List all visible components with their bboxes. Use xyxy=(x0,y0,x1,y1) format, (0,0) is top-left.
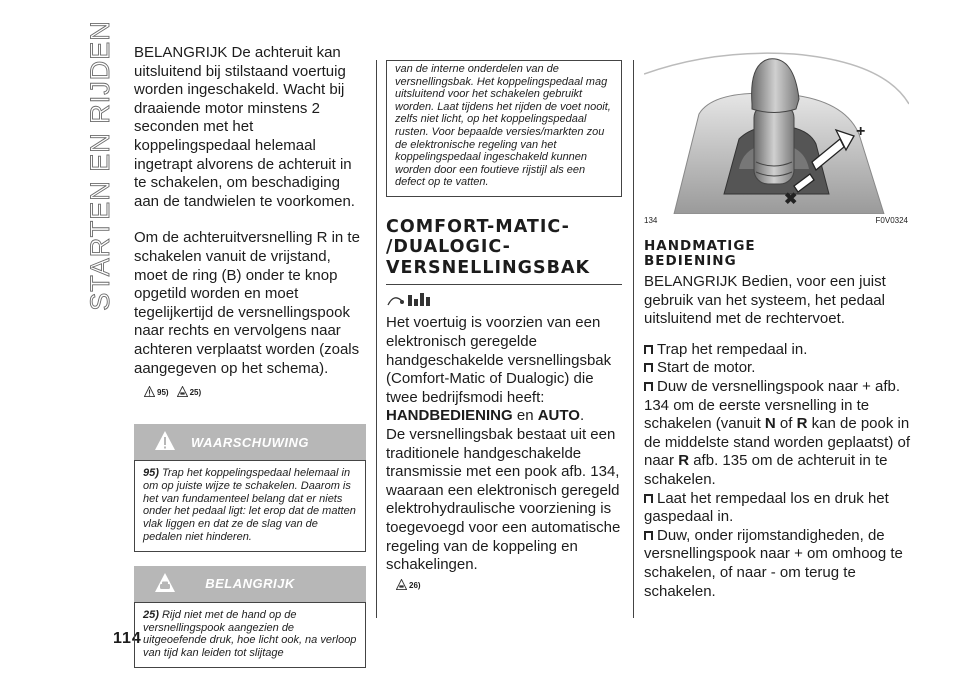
bullet-icon xyxy=(644,345,653,354)
important-box-continued: van de interne onderdelen van de versnellingsbak. Het koppelingspedaal mag uitsluitend voor het schakelen gebruikt worden. Laat tijdens het rijden de voet nooit, zelfs niet licht, op het koppelingspedaal rusten. Voor bepaalde versies/markten zou de elektronische regeling van het koppelingspedaal ingeschakeld kunnen worden door een foutieve rijstijl als een defect op te vatten. xyxy=(386,60,622,197)
figure-code: F0V0324 xyxy=(875,216,908,225)
section-title: STARTEN EN RIJDEN xyxy=(84,19,115,311)
bullet-icon xyxy=(644,382,653,391)
car-triangle-icon xyxy=(177,386,188,397)
figure-number: 134 xyxy=(644,216,658,225)
section-heading: COMFORT-MATIC- /DUALOGIC- VERSNELLINGSBAK xyxy=(386,216,591,278)
svg-text:+: + xyxy=(856,123,866,140)
column-1 xyxy=(134,44,366,668)
list-item: Trap het rempedaal in. xyxy=(644,341,914,360)
warning-box xyxy=(134,424,366,552)
important-ref: 25) xyxy=(177,386,202,397)
warning-ref: 95) xyxy=(144,386,169,397)
column-2 xyxy=(386,60,622,590)
warning-title: WAARSCHUWING xyxy=(191,434,309,450)
reference-icons xyxy=(144,386,366,397)
page-number: 114 xyxy=(113,630,142,647)
column-divider xyxy=(376,60,377,618)
svg-text:✖: ✖ xyxy=(784,191,798,208)
column-3 xyxy=(644,44,914,601)
paragraph-reverse-engage: Om de achteruitversnelling R in te schakelen vanuit de vrijstand, moet de ring (B) onder te knop opgetild worden en moet tegelijkertijd de versnellingspook naar rechts en vervolgens naar achteren verplaatst worden (zoals aangegeven op het schema). xyxy=(134,229,360,377)
paragraph-manual-intro: BELANGRIJK Bedien, voor een juist gebruik van het systeem, het pedaal uitsluitend met de rechtervoet. xyxy=(644,273,886,328)
car-triangle-icon xyxy=(396,579,407,590)
reference-icons xyxy=(396,579,622,590)
bullet-icon xyxy=(644,494,653,503)
list-item: Start de motor. xyxy=(644,359,914,378)
car-triangle-icon xyxy=(154,572,176,594)
figure-caption xyxy=(644,216,914,225)
paragraph-intro: Het voertuig is voorzien van een elektronisch geregelde handgeschakelde versnellingsbak (Comfort-Matic of Dualogic) die twee bedrijfsmodi heeft: HANDBEDIENING en AUTO. xyxy=(386,314,612,425)
paragraph-gearbox: De versnellingsbak bestaat uit een traditionele handgeschakelde transmissie met een pook afb. 134, waaraan een elektronisch geregeld elektrohydraulische voorziening is toegevoegd voor een automatische regeling van de koppeling en schakelingen. xyxy=(386,426,621,574)
warning-box-body: 95) Trap het koppelingspedaal helemaal in om op juiste wijze te schakelen. Daarom is het van fundamenteel belang dat er niets onder het pedaal ligt: let erop dat de matten vlak liggen en dat ze de slag van de pedalen niet hinderen. xyxy=(134,460,366,552)
step-list xyxy=(644,341,914,601)
subsection-heading: HANDMATIGE BEDIENING xyxy=(644,238,756,269)
important-box-body: 25) Rijd niet met de hand op de versnellingspook aangezien de uitgeoefende druk, hoe licht ook, na verloop van tijd kan leiden tot slijtage xyxy=(134,602,366,668)
list-item: Laat het rempedaal los en druk het gaspedaal in. xyxy=(644,489,889,526)
paragraph-reverse-gear-note: BELANGRIJK De achteruit kan uitsluitend bij stilstaand voertuig worden ingeschakeld. Wacht bij draaiende motor minstens 2 seconden met het koppelingspedaal helemaal ingetrapt alvorens de achteruit in te schakelen, om beschadiging aan de tandwielen te voorkomen. xyxy=(134,44,355,210)
warning-triangle-icon xyxy=(144,386,155,397)
column-divider xyxy=(633,60,634,618)
bullet-icon xyxy=(644,531,653,540)
gear-lever-illustration xyxy=(644,44,909,214)
warning-triangle-icon xyxy=(154,430,176,452)
important-title: BELANGRIJK xyxy=(205,576,295,592)
heading-rule xyxy=(386,284,622,285)
list-item: Duw de versnellingspook naar + afb. 134 om de eerste versnelling in te schakelen (vanuit N of R kan de pook in de middelste stand worden geplaatst) of naar R afb. 135 om de achteruit in te schakelen. xyxy=(644,377,910,488)
list-item: Duw, onder rijomstandigheden, de versnellingspook naar + om omhoog te schakelen, of naar - om terug te schakelen. xyxy=(644,526,903,600)
bullet-icon xyxy=(644,363,653,372)
important-box xyxy=(134,566,366,668)
important-ref: 26) xyxy=(396,579,421,590)
equipment-icons xyxy=(386,291,438,309)
gear-lever-figure xyxy=(644,44,909,214)
important-box-header xyxy=(134,566,366,602)
warning-box-header xyxy=(134,424,366,460)
